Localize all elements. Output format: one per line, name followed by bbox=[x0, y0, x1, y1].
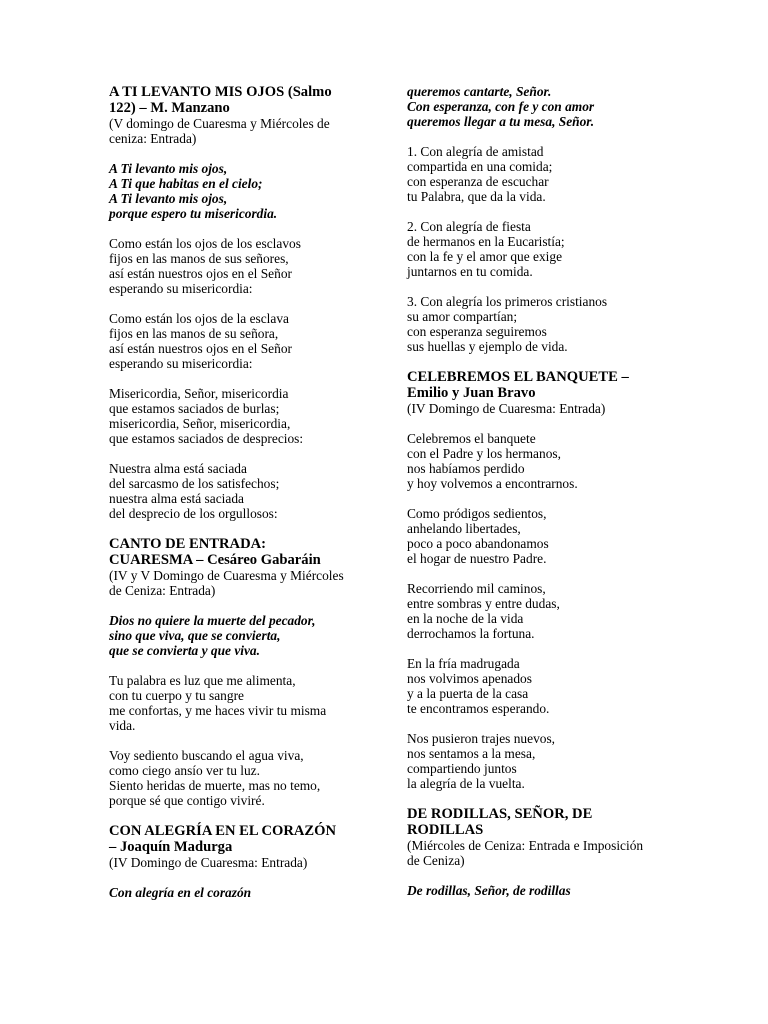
verse-stanza bbox=[407, 144, 673, 204]
lyric-line: con la fe y el amor que exige bbox=[407, 249, 563, 264]
lyric-line: y a la puerta de la casa bbox=[407, 686, 529, 701]
lyric-line: así están nuestros ojos en el Señor bbox=[109, 341, 292, 356]
song-occasion bbox=[109, 116, 371, 146]
verse-stanza bbox=[109, 673, 371, 733]
lyric-line: nos habíamos perdido bbox=[407, 461, 525, 476]
lyric-line: vida. bbox=[109, 718, 136, 733]
song-title-line: CELEBREMOS EL BANQUETE – bbox=[407, 369, 629, 385]
song-title bbox=[109, 823, 371, 855]
verse-stanza bbox=[407, 219, 673, 279]
left-column bbox=[109, 84, 371, 900]
lyric-line: esperando su misericordia: bbox=[109, 356, 253, 371]
song-occasion-line: (IV y V Domingo de Cuaresma y Miércoles bbox=[109, 568, 344, 583]
lyric-line: A Ti que habitas en el cielo; bbox=[109, 176, 263, 191]
lyric-line: Con alegría en el corazón bbox=[109, 885, 252, 900]
verse-stanza bbox=[109, 311, 371, 371]
verse-stanza bbox=[109, 386, 371, 446]
lyric-line: Nos pusieron trajes nuevos, bbox=[407, 731, 556, 746]
lyric-line: Misericordia, Señor, misericordia bbox=[109, 386, 289, 401]
lyric-line: A Ti levanto mis ojos, bbox=[109, 161, 228, 176]
song-block bbox=[109, 84, 371, 521]
lyric-line: Con esperanza, con fe y con amor bbox=[407, 99, 595, 114]
verse-stanza bbox=[407, 431, 673, 491]
song-occasion bbox=[109, 568, 371, 598]
song-title bbox=[109, 536, 371, 568]
lyric-line: Recorriendo mil caminos, bbox=[407, 581, 546, 596]
song-occasion-line: (IV Domingo de Cuaresma: Entrada) bbox=[407, 401, 606, 416]
right-column bbox=[407, 84, 673, 898]
lyric-line: así están nuestros ojos en el Señor bbox=[109, 266, 292, 281]
lyric-line: fijos en las manos de sus señores, bbox=[109, 251, 289, 266]
lyric-line: nos volvimos apenados bbox=[407, 671, 532, 686]
lyric-line: 3. Con alegría los primeros cristianos bbox=[407, 294, 608, 309]
song-title-line: CANTO DE ENTRADA: bbox=[109, 536, 267, 552]
verse-stanza bbox=[109, 461, 371, 521]
lyric-line: queremos llegar a tu mesa, Señor. bbox=[407, 114, 595, 129]
lyric-line: sino que viva, que se convierta, bbox=[109, 628, 281, 643]
lyric-line: y hoy volvemos a encontrarnos. bbox=[407, 476, 578, 491]
lyric-line: Tu palabra es luz que me alimenta, bbox=[109, 673, 296, 688]
song-block bbox=[407, 806, 673, 898]
song-occasion-line: de Ceniza) bbox=[407, 853, 465, 868]
lyric-line: con el Padre y los hermanos, bbox=[407, 446, 561, 461]
lyric-line: con esperanza de escuchar bbox=[407, 174, 549, 189]
lyric-line: Nuestra alma está saciada bbox=[109, 461, 247, 476]
lyric-line: Como están los ojos de la esclava bbox=[109, 311, 289, 326]
lyric-line: nuestra alma está saciada bbox=[109, 491, 244, 506]
verse-stanza bbox=[407, 731, 673, 791]
lyric-line: porque sé que contigo viviré. bbox=[109, 793, 265, 808]
lyric-line: En la fría madrugada bbox=[407, 656, 520, 671]
lyric-line: como ciego ansío ver tu luz. bbox=[109, 763, 260, 778]
lyric-line: la alegría de la vuelta. bbox=[407, 776, 525, 791]
song-occasion bbox=[407, 838, 673, 868]
song-block bbox=[109, 536, 371, 808]
song-title bbox=[109, 84, 371, 116]
lyric-line: sus huellas y ejemplo de vida. bbox=[407, 339, 568, 354]
lyric-line: compartida en una comida; bbox=[407, 159, 553, 174]
lyric-line: De rodillas, Señor, de rodillas bbox=[407, 883, 571, 898]
song-title-line: A TI LEVANTO MIS OJOS (Salmo bbox=[109, 84, 332, 100]
song-title-line: 122) – M. Manzano bbox=[109, 100, 230, 116]
song-title bbox=[407, 369, 673, 401]
lyric-line: anhelando libertades, bbox=[407, 521, 521, 536]
verse-stanza bbox=[407, 294, 673, 354]
verse-stanza bbox=[407, 506, 673, 566]
lyric-line: que estamos saciados de desprecios: bbox=[109, 431, 304, 446]
refrain-stanza bbox=[109, 885, 371, 900]
song-occasion-line: ceniza: Entrada) bbox=[109, 131, 197, 146]
song-title bbox=[407, 806, 673, 838]
lyric-line: del sarcasmo de los satisfechos; bbox=[109, 476, 280, 491]
lyric-line: 1. Con alegría de amistad bbox=[407, 144, 544, 159]
lyric-line: nos sentamos a la mesa, bbox=[407, 746, 536, 761]
song-title-line: – Joaquín Madurga bbox=[109, 839, 233, 855]
refrain-stanza bbox=[109, 161, 371, 221]
lyric-line: derrochamos la fortuna. bbox=[407, 626, 535, 641]
lyric-line: Como pródigos sedientos, bbox=[407, 506, 547, 521]
song-title-line: CON ALEGRÍA EN EL CORAZÓN bbox=[109, 823, 337, 839]
lyric-line: esperando su misericordia: bbox=[109, 281, 253, 296]
lyric-line: que se convierta y que viva. bbox=[109, 643, 260, 658]
lyric-line: me confortas, y me haces vivir tu misma bbox=[109, 703, 327, 718]
lyric-line: su amor compartían; bbox=[407, 309, 518, 324]
lyric-line: misericordia, Señor, misericordia, bbox=[109, 416, 291, 431]
song-block bbox=[109, 823, 371, 900]
lyric-line: Dios no quiere la muerte del pecador, bbox=[109, 613, 316, 628]
refrain-stanza bbox=[407, 84, 673, 129]
lyric-line: porque espero tu misericordia. bbox=[109, 206, 278, 221]
lyric-line: tu Palabra, que da la vida. bbox=[407, 189, 546, 204]
song-occasion-line: (IV Domingo de Cuaresma: Entrada) bbox=[109, 855, 308, 870]
lyric-line: Celebremos el banquete bbox=[407, 431, 536, 446]
verse-stanza bbox=[109, 236, 371, 296]
lyric-line: de hermanos en la Eucaristía; bbox=[407, 234, 565, 249]
song-occasion bbox=[407, 401, 673, 416]
lyric-line: que estamos saciados de burlas; bbox=[109, 401, 280, 416]
lyric-line: el hogar de nuestro Padre. bbox=[407, 551, 547, 566]
lyric-line: entre sombras y entre dudas, bbox=[407, 596, 560, 611]
lyric-line: Voy sediento buscando el agua viva, bbox=[109, 748, 304, 763]
song-title-line: CUARESMA – Cesáreo Gabaráin bbox=[109, 552, 321, 568]
lyric-line: del desprecio de los orgullosos: bbox=[109, 506, 278, 521]
song-occasion-line: (V domingo de Cuaresma y Miércoles de bbox=[109, 116, 330, 131]
song-occasion-line: de Ceniza: Entrada) bbox=[109, 583, 216, 598]
song-block bbox=[407, 369, 673, 791]
song-title-line: DE RODILLAS, SEÑOR, DE bbox=[407, 806, 593, 822]
lyric-line: juntarnos en tu comida. bbox=[407, 264, 533, 279]
refrain-stanza bbox=[109, 613, 371, 658]
song-title-line: RODILLAS bbox=[407, 822, 484, 838]
lyric-line: con tu cuerpo y tu sangre bbox=[109, 688, 244, 703]
lyric-line: compartiendo juntos bbox=[407, 761, 517, 776]
song-occasion-line: (Miércoles de Ceniza: Entrada e Imposición bbox=[407, 838, 644, 853]
verse-stanza bbox=[109, 748, 371, 808]
lyric-line: Siento heridas de muerte, mas no temo, bbox=[109, 778, 321, 793]
verse-stanza bbox=[407, 656, 673, 716]
lyric-line: A Ti levanto mis ojos, bbox=[109, 191, 228, 206]
song-title-line: Emilio y Juan Bravo bbox=[407, 385, 536, 401]
song-occasion bbox=[109, 855, 371, 870]
lyric-line: poco a poco abandonamos bbox=[407, 536, 549, 551]
verse-stanza bbox=[407, 581, 673, 641]
lyric-line: Como están los ojos de los esclavos bbox=[109, 236, 301, 251]
lyric-line: fijos en las manos de su señora, bbox=[109, 326, 279, 341]
lyric-line: queremos cantarte, Señor. bbox=[407, 84, 552, 99]
refrain-stanza bbox=[407, 883, 673, 898]
lyric-line: en la noche de la vida bbox=[407, 611, 524, 626]
lyric-line: te encontramos esperando. bbox=[407, 701, 550, 716]
lyric-line: con esperanza seguiremos bbox=[407, 324, 547, 339]
lyric-line: 2. Con alegría de fiesta bbox=[407, 219, 531, 234]
song-block bbox=[407, 84, 673, 354]
